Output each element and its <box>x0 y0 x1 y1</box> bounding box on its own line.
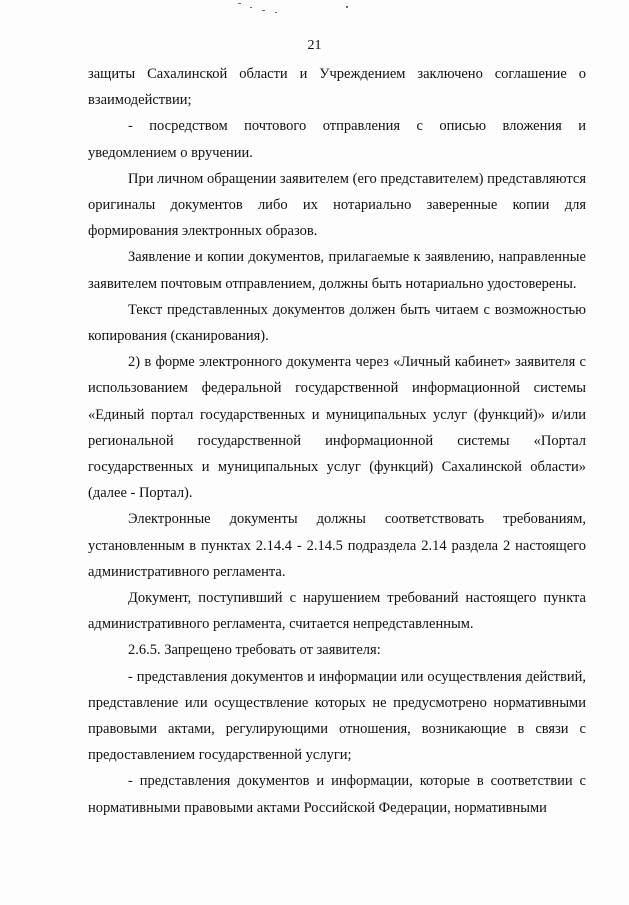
document-body <box>88 61 586 821</box>
paragraph: Заявление и копии документов, прилагаемые к заявлению, направленные заявителем почтовым отправлением, должны быть нотариально удостоверены. <box>88 249 586 292</box>
paragraph: защиты Сахалинской области и Учреждением заключено соглашение о взаимодействии; <box>88 66 586 109</box>
paragraph: Электронные документы должны соответствовать требованиям, установленным в пунктах 2.14.4 - 2.14.5 подраздела 2.14 раздела 2 настоящего административного регламента. <box>88 511 586 580</box>
paragraph: При личном обращении заявителем (его представителем) представляются оригиналы документов либо их нотариально заверенные копии для формирования электронных образов. <box>88 170 586 240</box>
paragraph: 2) в форме электронного документа через «Личный кабинет» заявителя с использованием федеральной государственной информационной системы «Единый портал государственных и муниципальных услуг (функций)» и/или региональной государственной информационной системы «Портал государственных и муниципальных услуг (функций) Сахалинской области» (далее - Портал). <box>88 354 586 502</box>
scan-artifact <box>346 6 348 8</box>
page-number: 21 <box>307 38 322 53</box>
scan-artifact <box>262 10 265 11</box>
scan-artifact <box>275 12 277 13</box>
paragraph: - представления документов и информации, которые в соответствии с нормативными правовыми актами Российской Федерации, нормативными <box>88 773 586 816</box>
paragraph: - представления документов и информации или осуществления действий, представление или осуществление которых не предусмотрено нормативными правовыми актами, регулирующими отношения, возникающие в связи с предоставлением государственной услуги; <box>88 668 586 764</box>
paragraph: Текст представленных документов должен быть читаем с возможностью копирования (сканирования). <box>88 301 586 345</box>
paragraph: - посредством почтового отправления с описью вложения и уведомлением о вручении. <box>88 118 586 161</box>
paragraph: 2.6.5. Запрещено требовать от заявителя: <box>128 642 381 659</box>
scan-artifact <box>238 3 241 4</box>
paragraph: Документ, поступивший с нарушением требований настоящего пункта административного регламента, считается непредставленным. <box>88 590 586 633</box>
scan-artifact <box>250 7 252 8</box>
